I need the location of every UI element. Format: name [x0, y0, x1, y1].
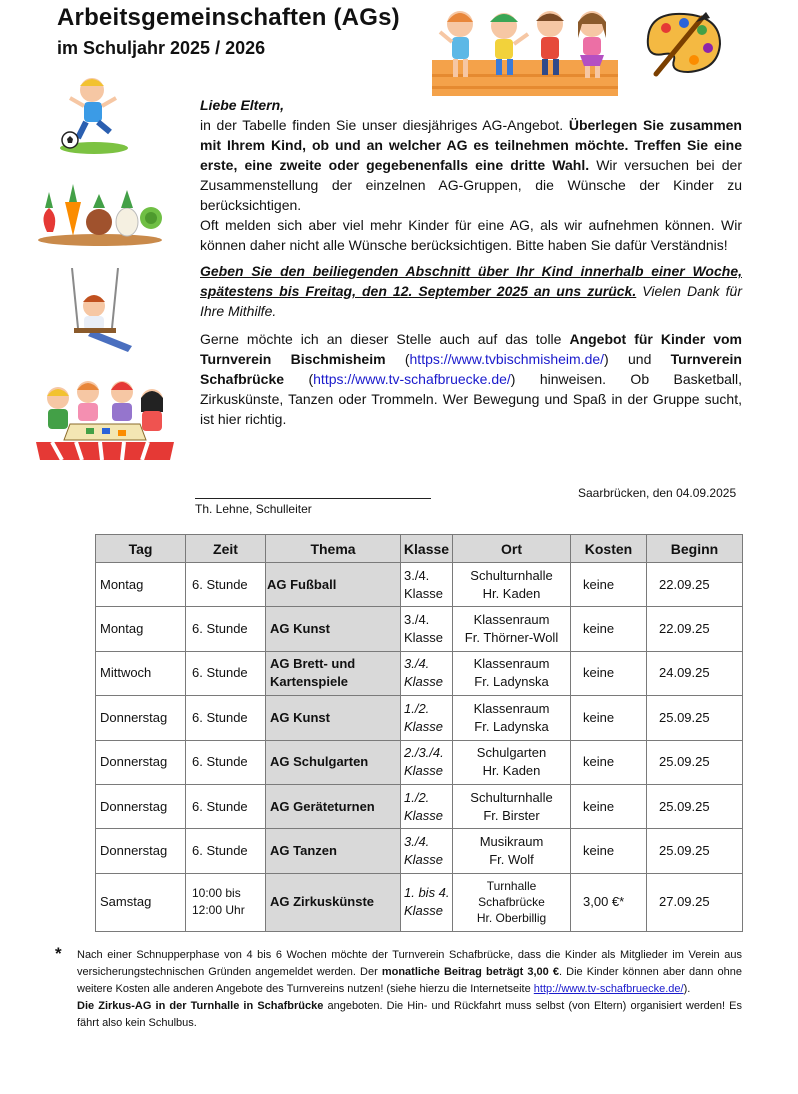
header-klasse: Klasse	[401, 535, 453, 563]
cell-klasse	[401, 651, 453, 695]
signature-line	[195, 498, 431, 499]
cell-klasse	[401, 740, 453, 784]
cell-ort	[453, 696, 571, 740]
ort-line1: Klassenraum	[473, 656, 550, 672]
table-row	[96, 607, 743, 651]
klasse-line2: Klasse	[404, 903, 444, 919]
link-tvbischmisheim[interactable]: https://www.tvbischmisheim.de/	[409, 351, 605, 367]
cell-tag: Montag	[96, 607, 186, 651]
thema-line1: AG Brett- und	[270, 656, 356, 672]
table-row	[96, 829, 743, 873]
cell-ort	[453, 651, 571, 695]
cell-klasse	[401, 784, 453, 828]
page-title: Arbeitsgemeinschaften (AGs)	[57, 4, 400, 31]
ort-line1: Schulturnhalle	[470, 789, 553, 805]
ort-line1: Schulgarten	[476, 745, 547, 761]
cell-ort	[453, 607, 571, 651]
klasse-line1: 1./2.	[404, 789, 430, 805]
cell-ort	[453, 873, 571, 931]
cell-beginn: 25.09.25	[647, 696, 743, 740]
ort-line2: Hr. Kaden	[482, 763, 541, 779]
ort-line1: Schulturnhalle	[470, 567, 553, 583]
soccer-boy-illustration	[50, 74, 132, 156]
ort-line1: Musikraum	[479, 834, 544, 850]
letter-paragraph-intro	[200, 115, 742, 215]
cell-zeit: 6. Stunde	[186, 829, 266, 873]
cell-kosten: keine	[571, 607, 647, 651]
cell-thema: AG Fußball	[266, 563, 401, 607]
cell-kosten: keine	[571, 740, 647, 784]
table-row	[96, 873, 743, 931]
cell-ort	[453, 829, 571, 873]
klasse-line1: 3./4.	[404, 656, 430, 672]
ort-line2: Fr. Ladynska	[474, 674, 549, 690]
klasse-line1: 3./4.	[404, 612, 430, 628]
clubs-text-b: (	[385, 351, 410, 367]
table-row	[96, 784, 743, 828]
clubs-bold-schafbruecke: Turnverein Schafbrücke	[200, 351, 742, 387]
clubs-text-d: (	[284, 371, 314, 387]
header-tag: Tag	[96, 535, 186, 563]
cell-kosten: keine	[571, 651, 647, 695]
klasse-line1: 1./2.	[404, 700, 430, 716]
ort-line2: Fr. Ladynska	[474, 718, 549, 734]
ort-line3: Hr. Oberbillig	[476, 911, 547, 926]
ort-line1: Klassenraum	[473, 700, 550, 716]
cell-thema: AG Kunst	[266, 696, 401, 740]
footnote-part1: Nach einer Schnupperphase von 4 bis 6 Wochen möchte der Turnverein Schafbrücke, dass die Kinder als Mitglieder im Verein aus versicherungstechnischen Gründen angemeldet werden. Der	[77, 949, 742, 978]
ort-line1: Klassenraum	[473, 612, 550, 628]
cell-tag: Montag	[96, 563, 186, 607]
thema-line2: Kartenspiele	[270, 674, 349, 690]
cell-klasse	[401, 829, 453, 873]
cell-thema: AG Geräteturnen	[266, 784, 401, 828]
cell-kosten: keine	[571, 829, 647, 873]
table-row	[96, 740, 743, 784]
header-kosten: Kosten	[571, 535, 647, 563]
header-beginn: Beginn	[647, 535, 743, 563]
cell-tag: Donnerstag	[96, 829, 186, 873]
intro-end-text: Wir versuchen bei der Zusammenstellung der einzelnen AG-Gruppen, die Wünsche der Kinder zu berücksichtigen.	[200, 157, 742, 213]
header-ort: Ort	[453, 535, 571, 563]
page-subtitle: im Schuljahr 2025 / 2026	[57, 38, 266, 58]
cell-kosten: keine	[571, 696, 647, 740]
thanks-text: Vielen Dank für Ihre Mithilfe.	[200, 283, 743, 319]
swing-boy-illustration	[62, 268, 140, 360]
place-date: Saarbrücken, den 04.09.2025	[578, 486, 737, 500]
cell-beginn: 25.09.25	[647, 740, 743, 784]
cell-beginn: 22.09.25	[647, 607, 743, 651]
cell-zeit: 6. Stunde	[186, 740, 266, 784]
cell-tag: Donnerstag	[96, 784, 186, 828]
cell-zeit	[186, 873, 266, 931]
cell-ort	[453, 740, 571, 784]
deadline-text: Geben Sie den beiliegenden Abschnitt über Ihr Kind innerhalb einer Woche, spätestens bis Freitag, den 12. September 2025 an uns zurück.	[200, 263, 742, 299]
cell-klasse	[401, 607, 453, 651]
cell-klasse	[401, 873, 453, 931]
vegetables-illustration	[35, 178, 165, 246]
ort-line2: Fr. Wolf	[489, 852, 534, 868]
klasse-line2: Klasse	[404, 674, 444, 690]
cell-klasse	[401, 563, 453, 607]
cell-beginn: 27.09.25	[647, 873, 743, 931]
klasse-line2: Klasse	[404, 630, 444, 646]
cell-beginn: 22.09.25	[647, 563, 743, 607]
footnote-star: *	[55, 944, 62, 963]
ort-line1: Turnhalle	[486, 879, 537, 894]
table-header-row	[96, 535, 743, 563]
cell-tag: Donnerstag	[96, 740, 186, 784]
cell-thema: AG Zirkuskünste	[266, 873, 401, 931]
cell-zeit: 6. Stunde	[186, 696, 266, 740]
footnote-bold-circus: Die Zirkus-AG in der Turnhalle in Schafbrücke	[77, 1000, 324, 1012]
cell-kosten: keine	[571, 784, 647, 828]
clubs-text-a: Gerne möchte ich an dieser Stelle auch auf das tolle	[200, 331, 570, 347]
header-thema: Thema	[266, 535, 401, 563]
zeit-line2: 12:00 Uhr	[192, 903, 245, 918]
cell-kosten: keine	[571, 563, 647, 607]
cell-thema: AG Tanzen	[266, 829, 401, 873]
intro-bold-text: Überlegen Sie zusammen mit Ihrem Kind, ob und an welcher AG es teilnehmen möchte. Treffen Sie eine erste, eine zweite oder gegebenenfalls eine dritte Wahl.	[200, 117, 742, 173]
letter-paragraph-capacity: Oft melden sich aber viel mehr Kinder für eine AG, als wir aufnehmen können. Wir können daher nicht alle Wünsche berücksichtigen. Bitte haben Sie dafür Verständnis!	[200, 217, 742, 253]
greeting: Liebe Eltern,	[200, 97, 285, 113]
klasse-line2: Klasse	[404, 718, 444, 734]
cell-zeit: 6. Stunde	[186, 784, 266, 828]
kids-boardgame-illustration	[32, 376, 178, 460]
letter-body	[200, 95, 742, 429]
cell-zeit: 6. Stunde	[186, 563, 266, 607]
clubs-bold-bischmisheim: Angebot für Kinder vom Turnverein Bischmisheim	[200, 331, 742, 367]
klasse-line1: 2./3./4.	[404, 745, 444, 761]
cell-zeit: 6. Stunde	[186, 607, 266, 651]
cell-thema: AG Schulgarten	[266, 740, 401, 784]
table-row	[96, 696, 743, 740]
cell-beginn: 24.09.25	[647, 651, 743, 695]
klasse-line2: Klasse	[404, 763, 444, 779]
klasse-line1: 1. bis 4.	[404, 885, 450, 901]
ort-line2: Fr. Birster	[483, 807, 540, 823]
children-dancing-illustration	[432, 4, 618, 96]
zeit-line1: 10:00 bis	[192, 886, 241, 901]
cell-ort	[453, 563, 571, 607]
paint-palette-illustration	[640, 8, 726, 78]
footnote-part2: . Die Kinder können aber dann ohne weitere Kosten alle anderen Angebote des Turnvereins nutzen! (siehe hierzu die Internetseite	[77, 966, 742, 995]
klasse-line1: 3./4.	[404, 567, 430, 583]
footnote-text	[77, 947, 742, 1032]
letter-paragraph-deadline	[200, 261, 742, 321]
footnote-part3: ).	[683, 983, 691, 995]
table-row	[96, 563, 743, 607]
header-zeit: Zeit	[186, 535, 266, 563]
klasse-line1: 3./4.	[404, 834, 430, 850]
cell-tag: Samstag	[96, 873, 186, 931]
footnote-part4: angeboten. Die Hin- und Rückfahrt muss selbst (von Eltern) organisiert werden! Es fährt also kein Schulbus.	[77, 1000, 743, 1029]
cell-klasse	[401, 696, 453, 740]
footnote-link[interactable]: http://www.tv-schafbruecke.de/	[533, 983, 684, 995]
cell-ort	[453, 784, 571, 828]
signature-name: Th. Lehne, Schulleiter	[195, 502, 312, 516]
cell-beginn: 25.09.25	[647, 784, 743, 828]
klasse-line2: Klasse	[404, 852, 444, 868]
cell-zeit: 6. Stunde	[186, 651, 266, 695]
intro-text: in der Tabelle finden Sie unser diesjähriges AG-Angebot.	[200, 117, 569, 133]
cell-thema	[266, 651, 401, 695]
ort-line2: Schafbrücke	[478, 895, 545, 910]
link-tvschafbruecke[interactable]: https://www.tv-schafbruecke.de/	[313, 371, 511, 387]
clubs-text-e: ) hinweisen. Ob Basketball, Zirkuskünste, Tanzen oder Trommeln. Wer Bewegung und Spaß in der Gruppe sucht, ist hier richtig.	[200, 371, 743, 427]
footnote-bold-fee: monatliche Beitrag beträgt 3,00 €	[381, 966, 559, 978]
cell-tag: Donnerstag	[96, 696, 186, 740]
ag-schedule-table	[95, 534, 743, 932]
klasse-line2: Klasse	[404, 585, 444, 601]
ort-line2: Hr. Kaden	[482, 585, 541, 601]
cell-kosten: 3,00 €*	[571, 873, 647, 931]
klasse-line2: Klasse	[404, 807, 444, 823]
clubs-text-c: ) und	[604, 351, 671, 367]
table-row	[96, 651, 743, 695]
cell-thema: AG Kunst	[266, 607, 401, 651]
ort-line2: Fr. Thörner-Woll	[464, 630, 559, 646]
cell-tag: Mittwoch	[96, 651, 186, 695]
letter-paragraph-clubs	[200, 329, 742, 429]
cell-beginn: 25.09.25	[647, 829, 743, 873]
